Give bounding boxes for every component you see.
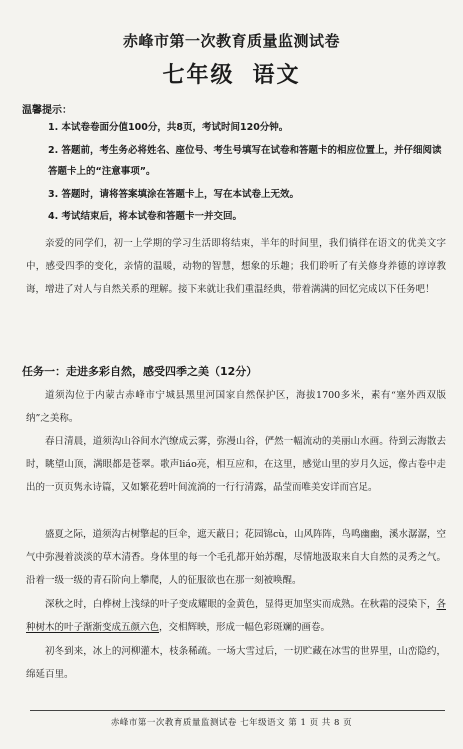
passage-paragraph-2: 春日清晨，道须沟山谷间水汽缭成云雾，弥漫山谷，俨然一幅流动的美丽山水画。待到云海散去时，眺望山顶，满眼都是苍翠。歌声liáo亮，相互应和，在这里，感觉山里的岁月久远，像古卷中走出的一页页隽永诗篇，又如繁花碧叶间流淌的一行行清露，晶莹而唯美安详而宫足。: [26, 436, 446, 493]
notice-item-3: 3. 答题时，请将答案填涂在答题卡上，写在本试卷上无效。: [48, 189, 300, 200]
task-heading: 任务一：走进多彩自然，感受四季之美（12分）: [22, 365, 258, 378]
passage-paragraph-3: 盛夏之际，道须沟古树擎起的巨伞，遮天蔽日；花园锦cù，山风阵阵，鸟鸣幽幽，溪水潺潺，空气中弥漫着淡淡的草木清香。身体里的每一个毛孔都开始苏醒，尽情地汲取来自大自然的灵秀之气。沿着一级一级的青石阶向上攀爬，人的征服欲也在那一刻被唤醒。: [26, 529, 446, 586]
grade-label: 七年级: [162, 63, 235, 88]
exam-title: 赤峰市第一次教育质量监测试卷: [122, 32, 340, 50]
subject-label: 语文: [252, 63, 301, 88]
passage-paragraph-1: 道须沟位于内蒙古赤峰市宁城县黑里河国家自然保护区，海拔1700多米，素有“塞外西双版纳”之美称。: [26, 390, 446, 424]
notice-item-1: 1. 本试卷卷面分值100分，共8页，考试时间120分钟。: [48, 122, 289, 133]
passage-paragraph-4: [26, 593, 446, 639]
notice-item-4: 4. 考试结束后，将本试卷和答题卡一并交回。: [48, 211, 243, 222]
tips-label: 温馨提示：: [22, 105, 72, 116]
underlined-sentence: 各种树木的叶子渐渐变成五颜六色: [26, 599, 446, 633]
page-footer: 赤峰市第一次教育质量监测试卷 七年级语文 第 1 页 共 8 页: [110, 718, 353, 728]
autumn-text-start: 深秋之时，白桦树上浅绿的叶子变成耀眼的金黄色，显得更加坚实而成熟。在秋霜的浸染下，: [45, 599, 437, 610]
notice-item-2: 2. 答题前，考生务必将姓名、座位号、考生号填写在试卷和答题卡的相应位置上，并仔细阅读答题卡上的“注意事项”。: [48, 145, 442, 177]
intro-paragraph: 亲爱的同学们，初一上学期的学习生活即将结束，半年的时间里，我们徜徉在语文的优美文字中，感受四季的变化，亲情的温暖，动物的智慧，想象的乐趣；我们聆听了有关修身养德的谆谆教诲，增进了对人与自然关系的理解。接下来就让我们重温经典，带着满满的回忆完成以下任务吧！: [26, 238, 446, 295]
passage-paragraph-5: 初冬到来，冰上的河柳灌木，枝条稀疏。一场大雪过后，一切贮藏在冰雪的世界里，山峦隐约，绵延百里。: [26, 646, 446, 680]
exam-subtitle: [0, 58, 463, 89]
footer-divider: [30, 710, 445, 711]
autumn-text-end: ，交相辉映，形成一幅色彩斑斓的画卷。: [159, 622, 331, 633]
